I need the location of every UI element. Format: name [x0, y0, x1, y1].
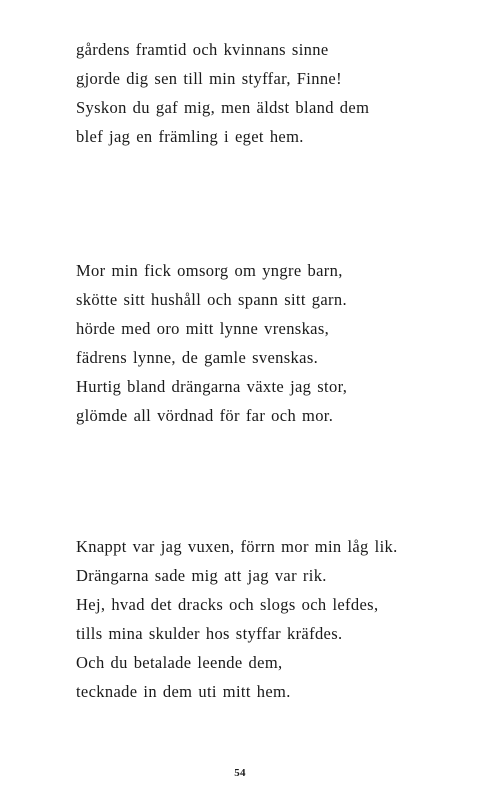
poem-line: hörde med oro mitt lynne vrenskas, — [76, 319, 330, 338]
stanza-1 — [76, 35, 456, 151]
poem-line: Och du betalade leende dem, — [76, 653, 283, 672]
poem-line: Hurtig bland drängarna växte jag stor, — [76, 377, 348, 396]
poem-line: gjorde dig sen till min styffar, Finne! — [76, 69, 342, 88]
poem-line: Hej, hvad det dracks och slogs och lefdes, — [76, 595, 379, 614]
poem-line: fädrens lynne, de gamle svenskas. — [76, 348, 319, 367]
poem-line: tecknade in dem uti mitt hem. — [76, 682, 291, 701]
poem-line: tills mina skulder hos styffar kräfdes. — [76, 624, 343, 643]
stanza-2 — [76, 256, 456, 430]
poem-line: blef jag en främling i eget hem. — [76, 127, 304, 146]
poem-line: gårdens framtid och kvinnans sinne — [76, 40, 329, 59]
page-number: 54 — [234, 767, 246, 779]
poem-line: glömde all vördnad för far och mor. — [76, 406, 334, 425]
poem-line: Mor min fick omsorg om yngre barn, — [76, 261, 343, 280]
poem-line: Knappt var jag vuxen, förrn mor min låg lik. — [76, 537, 398, 556]
poem-line: skötte sitt hushåll och spann sitt garn. — [76, 290, 347, 309]
poem-line: Drängarna sade mig att jag var rik. — [76, 566, 327, 585]
poem-line: Syskon du gaf mig, men äldst bland dem — [76, 98, 370, 117]
stanza-3 — [76, 532, 456, 706]
